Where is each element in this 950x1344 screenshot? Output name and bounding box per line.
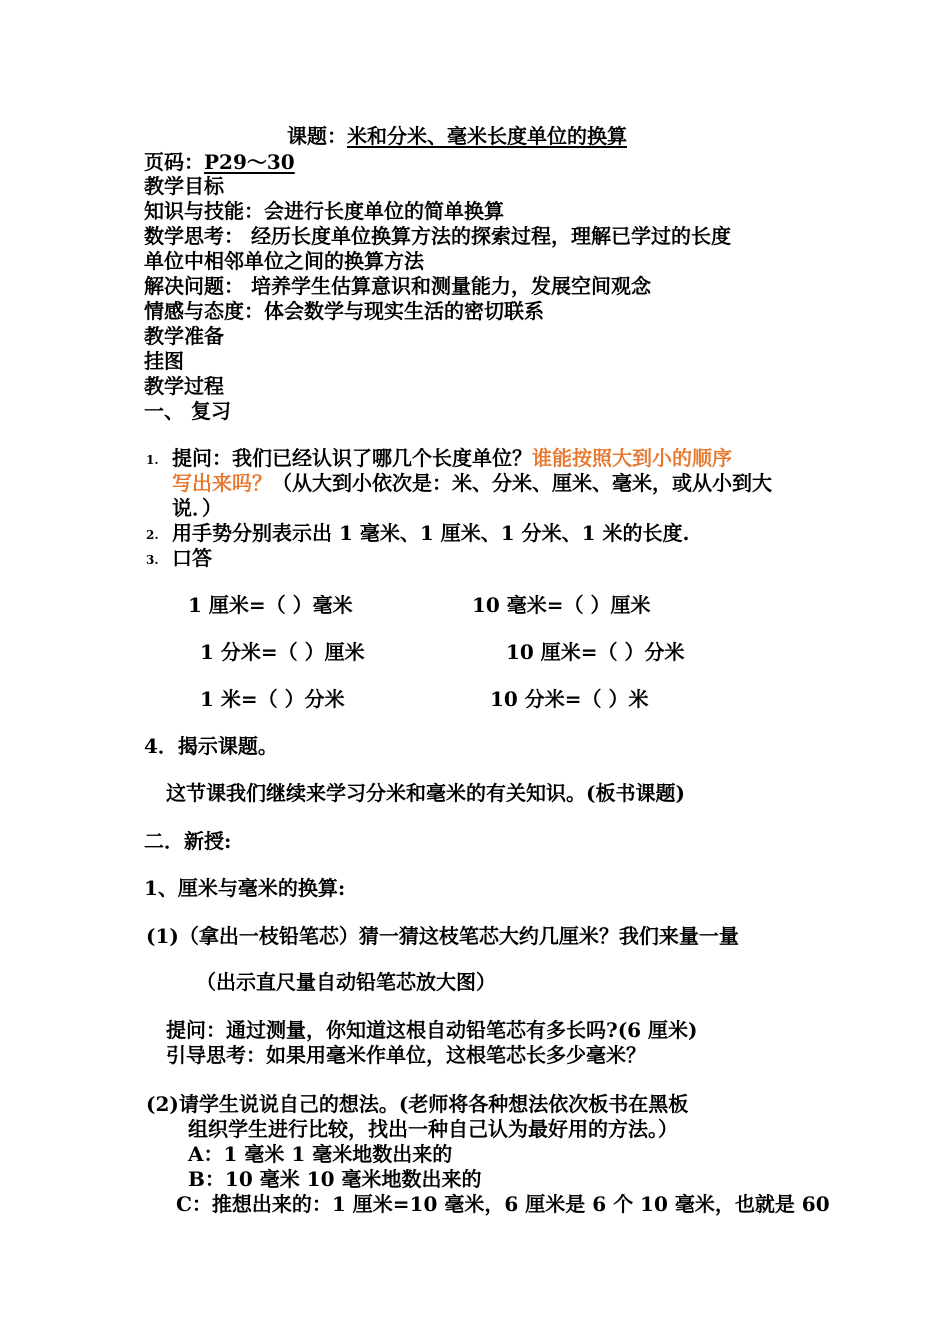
paragraph-2b: 组织学生进行比较，找出一种自己认为最好用的方法。） (188, 1117, 678, 1141)
review-item-1-highlight: 谁能按照大到小的顺序 (532, 446, 732, 470)
reveal-heading: 4．揭示课题。 (144, 734, 278, 758)
review-item-1-answer: （从大到小依次是：米、分米、厘米、毫米，或从小到大 (272, 471, 772, 495)
question-2: 引导思考：如果用毫米作单位，这根笔芯长多少毫米？ (166, 1043, 646, 1067)
header-line: 单位中相邻单位之间的换算方法 (144, 249, 424, 273)
oral-left-1: 1 厘米=（ ）毫米 (188, 593, 353, 617)
header-line: 情感与态度：体会数学与现实生活的密切联系 (144, 299, 544, 323)
list-number: 2. (146, 528, 159, 542)
oral-right-2: 10 厘米=（ ）分米 (506, 640, 685, 664)
question-1: 提问：通过测量，你知道这根自动铅笔芯有多长吗?(6 厘米) (166, 1018, 698, 1042)
review-item-1-cont (172, 471, 772, 495)
header-line: 解决问题： 培养学生估算意识和测量能力，发展空间观念 (144, 274, 651, 298)
review-item-1-cont-2: 说．） (172, 496, 222, 520)
oral-left-2: 1 分米=（ ）厘米 (200, 640, 365, 664)
method-b: B：10 毫米 10 毫米地数出来的 (188, 1167, 482, 1191)
reveal-text: 这节课我们继续来学习分米和毫米的有关知识。(板书课题) (166, 781, 685, 805)
section-review-heading: 一、 复习 (144, 399, 231, 423)
title-prefix: 课题： (287, 124, 347, 148)
oral-right-1: 10 毫米=（ ）厘米 (472, 593, 651, 617)
subsection-heading: 1、厘米与毫米的换算: (144, 876, 346, 900)
paragraph-1b: （出示直尺量自动铅笔芯放大图） (196, 970, 496, 994)
review-item-1 (172, 446, 732, 470)
header-line: 教学目标 (144, 174, 224, 198)
list-number: 3. (146, 553, 159, 567)
header-line: 挂图 (144, 349, 184, 373)
header-line: 教学准备 (144, 324, 224, 348)
method-a: A：1 毫米 1 毫米地数出来的 (188, 1142, 453, 1166)
paragraph-2: (2)请学生说说自己的想法。(老师将各种想法依次板书在黑板 (146, 1092, 689, 1116)
review-item-1-text: 提问：我们已经认识了哪几个长度单位？ (172, 446, 532, 470)
page-range (144, 150, 295, 174)
oral-left-3: 1 米=（ ）分米 (200, 687, 345, 711)
page-prefix: 页码： (144, 150, 204, 174)
paragraph-1: (1)（拿出一枝铅笔芯）猜一猜这枝笔芯大约几厘米？我们来量一量 (146, 924, 739, 948)
header-line: 数学思考： 经历长度单位换算方法的探索过程，理解已学过的长度 (144, 224, 731, 248)
review-item-3: 口答 (172, 546, 212, 570)
review-item-2: 用手势分别表示出 1 毫米、1 厘米、1 分米、1 米的长度. (172, 521, 690, 545)
method-c: C：推想出来的：1 厘米=10 毫米，6 厘米是 6 个 10 毫米，也就是 60 (176, 1192, 830, 1216)
lesson-title (287, 124, 627, 148)
header-line: 教学过程 (144, 374, 224, 398)
oral-right-3: 10 分米=（ ）米 (490, 687, 649, 711)
page-text: P29～30 (204, 150, 295, 174)
section-new-heading: 二．新授: (144, 829, 232, 853)
header-line: 知识与技能：会进行长度单位的简单换算 (144, 199, 504, 223)
title-text: 米和分米、毫米长度单位的换算 (347, 124, 627, 148)
review-item-1-highlight-2: 写出来吗？ (172, 471, 272, 495)
list-number: 1. (146, 453, 159, 467)
